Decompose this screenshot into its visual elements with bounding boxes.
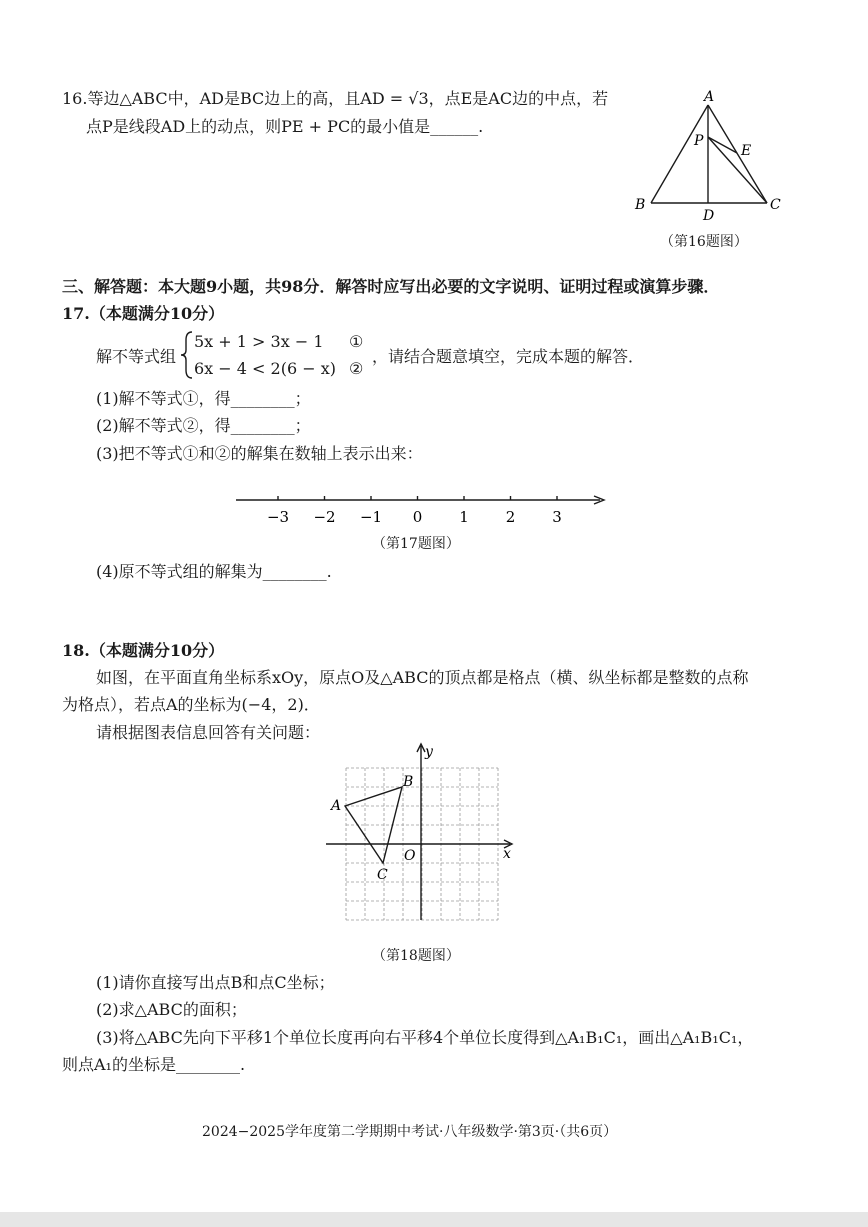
segment-pc — [708, 137, 767, 203]
label-o: O — [404, 848, 416, 864]
label-c: C — [377, 867, 388, 883]
label-y: y — [425, 744, 433, 760]
label-c: C — [770, 197, 781, 213]
tick-label: 2 — [505, 508, 516, 526]
q18-sub1: (1)请你直接写出点B和点C坐标； — [96, 973, 335, 992]
tick-label: 1 — [459, 508, 469, 526]
q18-para3: 请根据图表信息回答有关问题： — [96, 723, 321, 742]
page-footer: 2024−2025学年度第二学期期中考试·八年级数学·第3页·（共6页） — [202, 1124, 618, 1140]
q18-sub2: (2)求△ABC的面积； — [96, 1000, 247, 1019]
section3-heading: 三、解答题：本大题9小题，共98分．解答时应写出必要的文字说明、证明过程或演算步骤． — [62, 277, 720, 296]
q18-coordinate-figure — [320, 740, 520, 925]
q18-sub3-line2: 则点A₁的坐标是________. — [62, 1055, 246, 1074]
q18-sub3-line1: (3)将△ABC先向下平移1个单位长度再向右平移4个单位长度得到△A₁B₁C₁，画出△A₁B₁C₁， — [96, 1028, 754, 1047]
q17-ineq2: 6x − 4 < 2(6 − x) — [194, 359, 336, 378]
side-ab — [651, 105, 708, 203]
q16-figure — [625, 85, 785, 230]
tick-label: −3 — [266, 508, 290, 526]
label-p: P — [694, 133, 704, 149]
label-a: A — [331, 798, 342, 814]
q17-step4: (4)原不等式组的解集为________. — [96, 562, 332, 581]
q17-step2: (2)解不等式②，得________； — [96, 416, 311, 435]
q16-line2: 点P是线段AD上的动点，则PE + PC的最小值是______. — [86, 117, 484, 136]
q18-para1: 如图，在平面直角坐标系xOy，原点O及△ABC的顶点都是格点（横、纵坐标都是整数的点称 — [96, 668, 749, 687]
label-x: x — [503, 846, 511, 862]
q17-caption: （第17题图） — [372, 536, 460, 552]
label-d: D — [703, 208, 715, 224]
tick-label: 0 — [412, 508, 423, 526]
tick-label: −2 — [313, 508, 336, 526]
q17-intro-tail: ，请结合题意填空，完成本题的解答． — [372, 347, 645, 366]
q17-mark1: ① — [349, 332, 364, 351]
q17-step1: (1)解不等式①，得________； — [96, 389, 311, 408]
q17-ineq1: 5x + 1 > 3x − 1 — [194, 332, 324, 351]
q17-intro: 解不等式组 — [96, 347, 177, 366]
label-e: E — [741, 143, 752, 159]
q17-number-line — [230, 490, 610, 530]
label-a: A — [704, 89, 715, 105]
q17-header: 17.（本题满分10分） — [62, 304, 225, 323]
q16-caption: （第16题图） — [660, 234, 748, 250]
q18-caption: （第18题图） — [372, 948, 460, 964]
label-b: B — [635, 197, 646, 213]
q18-header: 18.（本题满分10分） — [62, 641, 225, 660]
tick-label: 3 — [552, 508, 562, 526]
tick-label: −1 — [359, 508, 383, 526]
label-b: B — [403, 774, 414, 790]
q18-para2: 为格点），若点A的坐标为(−4，2)． — [62, 695, 320, 714]
q16-line1: 16.等边△ABC中，AD是BC边上的高，且AD = √3，点E是AC边的中点，若 — [62, 89, 609, 108]
q17-step3: (3)把不等式①和②的解集在数轴上表示出来： — [96, 444, 423, 463]
side-ac — [708, 105, 767, 203]
q17-mark2: ② — [349, 359, 364, 378]
bottom-scan-edge — [0, 1212, 868, 1227]
